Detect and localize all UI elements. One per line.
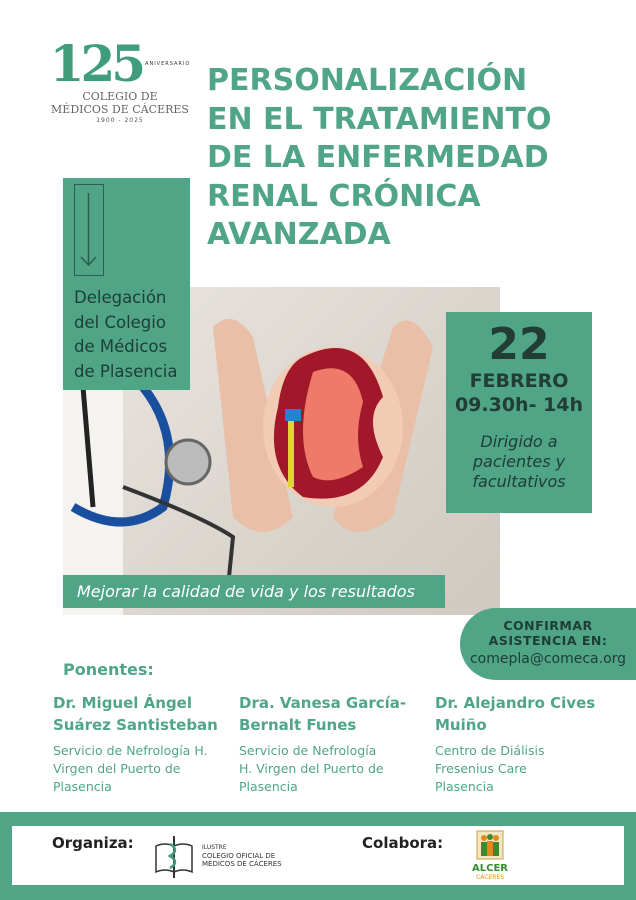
people-icon [476, 830, 504, 860]
title-line: PERSONALIZACIÓN [207, 63, 528, 98]
colabora-label: Colabora: [362, 834, 444, 852]
book-caduceus-icon [152, 834, 196, 878]
delegation-text [74, 286, 178, 384]
delegation-box [63, 178, 190, 390]
delegation-line: Delegación [74, 288, 167, 307]
speaker [239, 692, 429, 796]
audience-line: facultativos [472, 472, 566, 491]
title-line: AVANZADA [207, 217, 391, 252]
logo-number: 125 [49, 34, 143, 93]
confirm-attendance [460, 608, 636, 680]
event-title [207, 62, 627, 255]
speaker-role: Centro de Diálisis Fresenius Care Plasencia [435, 743, 545, 794]
title-line: DE LA ENFERMEDAD [207, 140, 549, 175]
footer [0, 812, 636, 900]
delegation-line: de Médicos [74, 337, 168, 356]
date-day: 22 [488, 319, 550, 370]
speaker-role: Servicio de Nefrología H. Virgen del Puerto de Plasencia [53, 743, 208, 794]
logo-line2: MÉDICOS DE CÁCERES [51, 103, 189, 116]
speakers-heading: Ponentes: [63, 660, 154, 679]
speaker-name: Dr. Alejandro Cives Muiño [435, 694, 596, 734]
confirm-label: ASISTENCIA EN: [488, 633, 608, 648]
speaker-name: Dr. Miguel Ángel Suárez Santisteban [53, 694, 218, 734]
arrow-down-icon [74, 184, 104, 276]
speaker-role: Servicio de Nefrología H. Virgen del Puerto de Plasencia [239, 743, 384, 794]
audience-line: pacientes y [472, 452, 566, 471]
title-line: RENAL CRÓNICA [207, 178, 481, 214]
logo-anniversary: ANIVERSARIO [145, 61, 191, 67]
confirm-label: CONFIRMAR [503, 618, 593, 633]
audience [446, 432, 592, 492]
date-box [446, 312, 592, 513]
speaker-name: Dra. Vanesa García- Bernalt Funes [239, 694, 407, 734]
date-month: FEBRERO [469, 370, 569, 392]
confirm-email-link[interactable]: comepla@comeca.org [469, 651, 627, 667]
title-line: EN EL TRATAMIENTO [207, 101, 552, 137]
caption-bar: Mejorar la calidad de vida y los resultados [63, 575, 445, 608]
alcer-logo: ALCER CÁCERES [472, 830, 508, 882]
audience-line: Dirigido a [480, 432, 558, 451]
date-hours: 09.30h- 14h [454, 394, 584, 416]
organiza-label: Organiza: [52, 834, 134, 852]
delegation-line: del Colegio [74, 312, 166, 332]
logo-number-row [40, 34, 200, 93]
speaker [435, 692, 625, 796]
logo-line1: COLEGIO DE [82, 90, 158, 103]
speaker [53, 692, 243, 796]
logo-years: 1900 - 2025 [96, 117, 144, 124]
colegio-logo: ILUSTRE COLEGIO OFICIAL DE MÉDICOS DE CÁCERES [152, 834, 282, 878]
sponsors-box [12, 826, 624, 885]
delegation-line: de Plasencia [74, 361, 178, 381]
anniversary-logo [40, 34, 200, 125]
